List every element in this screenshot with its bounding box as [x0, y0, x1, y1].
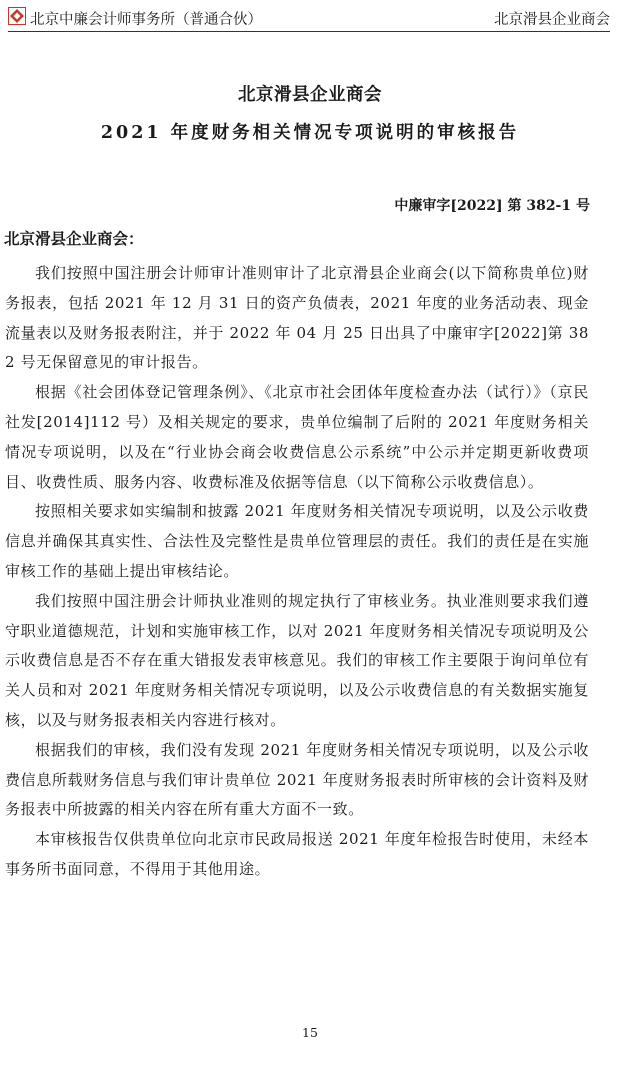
- body-paragraph-3: 按照相关要求如实编制和披露 2021 年度财务相关情况专项说明，以及公示收费信息并确保其真实性、合法性及完整性是贵单位管理层的责任。我们的责任是在实施审核工作的基础上提出审核结论。: [5, 502, 589, 580]
- body-paragraph-4: 我们按照中国注册会计师执业准则的规定执行了审核业务。执业准则要求我们遵守职业道德规范，计划和实施审核工作，以对 2021 年度财务相关情况专项说明及公示收费信息是否不存在重大错报发表审核意见。我们的审核工作主要限于询问单位有关人员和对 2021 年度财务相关情况专项说明，以及公示收费信息的有关数据实施复核，以及与财务报表相关内容进行核对。: [5, 591, 589, 729]
- report-title-line2: 2021 年度财务相关情况专项说明的审核报告: [100, 123, 520, 143]
- page-number: 15: [302, 1025, 318, 1040]
- report-title-line1: 北京滑县企业商会: [238, 85, 382, 105]
- report-body: [5, 259, 589, 885]
- page-header: [8, 4, 610, 30]
- body-paragraph-2: 根据《社会团体登记管理条例》、《北京市社会团体年度检查办法（试行）》（京民社发[2014]112 号）及相关规定的要求，贵单位编制了后附的 2021 年度财务相关情况专项说明，以及在“行业协会商会收费信息公示系统”中公示并定期更新收费项目、收费性质、服务内容、收费标准及依据等信息（以下简称公示收费信息）。: [5, 383, 589, 491]
- salutation: 北京滑县企业商会：: [4, 229, 144, 248]
- body-paragraph-1: 我们按照中国注册会计师审计准则审计了北京滑县企业商会(以下简称贵单位)财务报表，包括 2021 年 12 月 31 日的资产负债表，2021 年度的业务活动表、现金流量表以及财务报表附注，并于 2022 年 04 月 25 日出具了中廉审字[2022]第 382 号无保留意见的审计报告。: [5, 264, 589, 372]
- document-number: 中廉审字[2022] 第 382-1 号: [394, 198, 590, 214]
- firm-logo-icon: [8, 7, 26, 25]
- header-client-name: 北京滑县企业商会: [494, 12, 610, 28]
- body-paragraph-6: 本审核报告仅供贵单位向北京市民政局报送 2021 年度年检报告时使用，未经本事务所书面同意，不得用于其他用途。: [5, 830, 589, 878]
- header-divider: [8, 31, 610, 32]
- body-paragraph-5: 根据我们的审核，我们没有发现 2021 年度财务相关情况专项说明，以及公示收费信息所载财务信息与我们审计贵单位 2021 年度财务报表时所审核的会计资料及财务报表中所披露的相关内容在所有重大方面不一致。: [5, 740, 589, 819]
- header-firm-name: 北京中廉会计师事务所（普通合伙）: [30, 12, 262, 28]
